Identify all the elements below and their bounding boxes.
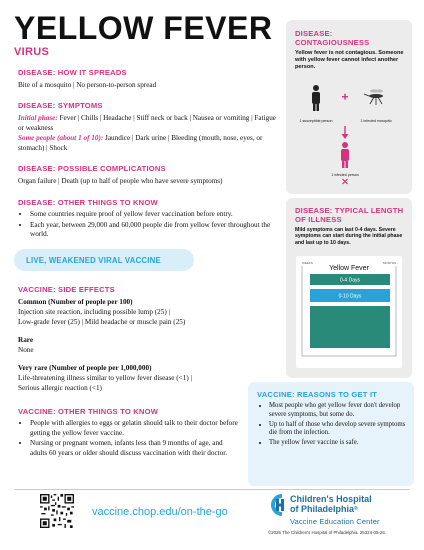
rare-title: Rare (18, 336, 34, 344)
qr-code-icon[interactable] (40, 494, 74, 528)
chop-logo-icon (268, 493, 288, 517)
infected-person-icon (341, 142, 349, 168)
disease-other-heading: DISEASE: OTHER THINGS TO KNOW (18, 198, 158, 207)
illness-length-heading: DISEASE: TYPICAL LENGTH OF ILLNESS (295, 206, 404, 224)
list-item: • People with allergies to eggs or gelatin should talk to their doctor before getting the yellow fever vaccine. (30, 419, 238, 438)
close-icon (343, 179, 348, 184)
timeline-title: Yellow Fever (329, 265, 369, 272)
vaccine-other-list (18, 419, 238, 458)
very-rare-line-1: Life-threatening illness similar to yellow fever disease (<1) | (18, 374, 192, 382)
bar-0-10-label: 0-10 Days (338, 293, 362, 300)
initial-phase-text: Fever | Chills | Headache | Stiff neck or back | Nausea or vomiting | Fatigue or weakness (18, 114, 276, 132)
section-disease-other (18, 198, 280, 241)
initial-phase-label: Initial phase: (18, 114, 58, 122)
susceptible-label: 1 susceptible person (299, 119, 333, 123)
list-item: • Up to half of those who develop severe symptoms die from the infection. (269, 421, 406, 439)
section-side-effects (18, 285, 280, 393)
disease-other-list (18, 210, 280, 240)
copyright-text: ©2026 The Children's Hospital of Philadelphia. 25324-05-26. (268, 530, 386, 535)
common-title: Common (Number of people per 100) (18, 298, 133, 306)
common-line-2: Low-grade fever (25) | Mild headache or muscle pain (25) (18, 318, 186, 326)
org-name-line-1: Children's Hospital (290, 494, 372, 504)
header (14, 12, 272, 58)
vaccine-other-heading: VACCINE: OTHER THINGS TO KNOW (18, 407, 159, 416)
contagiousness-text: Yellow fever is not contagious. Someone with yellow fever cannot infect another person. (295, 50, 404, 70)
contagiousness-panel (286, 20, 412, 194)
list-item: • Most people who get yellow fever don't develop severe symptoms, but some do. (269, 402, 406, 420)
spread-heading: DISEASE: HOW IT SPREADS (18, 68, 127, 77)
reasons-heading: VACCINE: REASONS TO GET IT (257, 390, 378, 399)
bar-0-4-label: 0-4 Days (339, 277, 361, 284)
list-item: • Each year, between 29,000 and 60,000 people die from yellow fever throughout the world. (30, 221, 280, 240)
registered-mark: ® (354, 506, 358, 512)
weeks-label: WEEKS (302, 261, 313, 265)
side-effects-heading: VACCINE: SIDE EFFECTS (18, 285, 115, 294)
timeline-svg (296, 256, 402, 368)
complications-text: Organ failure | Death (up to half of people who have severe symptoms) (18, 177, 223, 185)
rare-text: None (18, 346, 34, 354)
section-symptoms (18, 101, 280, 153)
arrow-down-icon (342, 126, 349, 139)
page-subtitle: VIRUS (14, 46, 50, 58)
symptoms-text (18, 113, 280, 153)
illness-length-panel (286, 198, 412, 378)
section-complications (18, 164, 280, 186)
page-title: YELLOW FEVER (14, 10, 273, 46)
transmission-diagram (294, 78, 404, 188)
list-item: • Nursing or pregnant women, infants less than 9 months of age, and adults 60 years or older should discuss vaccination with their doctor. (30, 439, 238, 458)
footer-divider (14, 489, 410, 490)
common-line-1: Injection site reaction, including possible lump (25) | (18, 308, 170, 316)
section-spread (18, 68, 280, 90)
person-icon (312, 85, 320, 111)
complications-heading: DISEASE: POSSIBLE COMPLICATIONS (18, 164, 166, 173)
vaccine-type-badge: LIVE, WEAKENED VIRAL VACCINE (14, 249, 194, 271)
months-label: MONTHS (383, 261, 396, 265)
list-item: • The yellow fever vaccine is safe. (269, 439, 406, 448)
mosquito-icon (364, 89, 383, 105)
infected-label: 1 infected person (331, 173, 359, 177)
symptoms-heading: DISEASE: SYMPTOMS (18, 101, 103, 110)
website-link[interactable]: vaccine.chop.edu/on-the-go (92, 506, 228, 518)
contagiousness-heading: DISEASE: CONTAGIOUSNESS (295, 29, 370, 47)
illness-timeline-chart (296, 256, 402, 368)
mosquito-label: 1 infected mosquito (360, 119, 392, 123)
illness-length-text: Mild symptoms can last 0-4 days. Severe symptoms can start during the initial phase and last up to 10 days. (295, 227, 403, 246)
very-rare-title: Very rare (Number of people per 1,000,000) (18, 364, 152, 372)
plus-icon (342, 94, 348, 100)
some-people-label: Some people (about 1 of 10): (18, 134, 104, 142)
very-rare-line-2: Serious allergic reaction (<1) (18, 384, 102, 392)
org-name-line-2: of Philadelphia (290, 504, 355, 514)
reasons-box (248, 382, 414, 486)
section-vaccine-other (18, 407, 238, 459)
some-people-text: Jaundice | Dark urine | Bleeding (mouth, nose, eyes, or stomach) | Shock (18, 134, 263, 152)
list-item: • Some countries require proof of yellow fever vaccination before entry. (30, 210, 280, 220)
org-name-line-2-wrap (290, 504, 372, 514)
org-name (290, 494, 372, 514)
spread-text: Bite of a mosquito | No person-to-person spread (18, 81, 157, 89)
bar-extended (310, 306, 390, 348)
reasons-list (257, 402, 406, 448)
center-name: Vaccine Education Center (290, 517, 380, 526)
